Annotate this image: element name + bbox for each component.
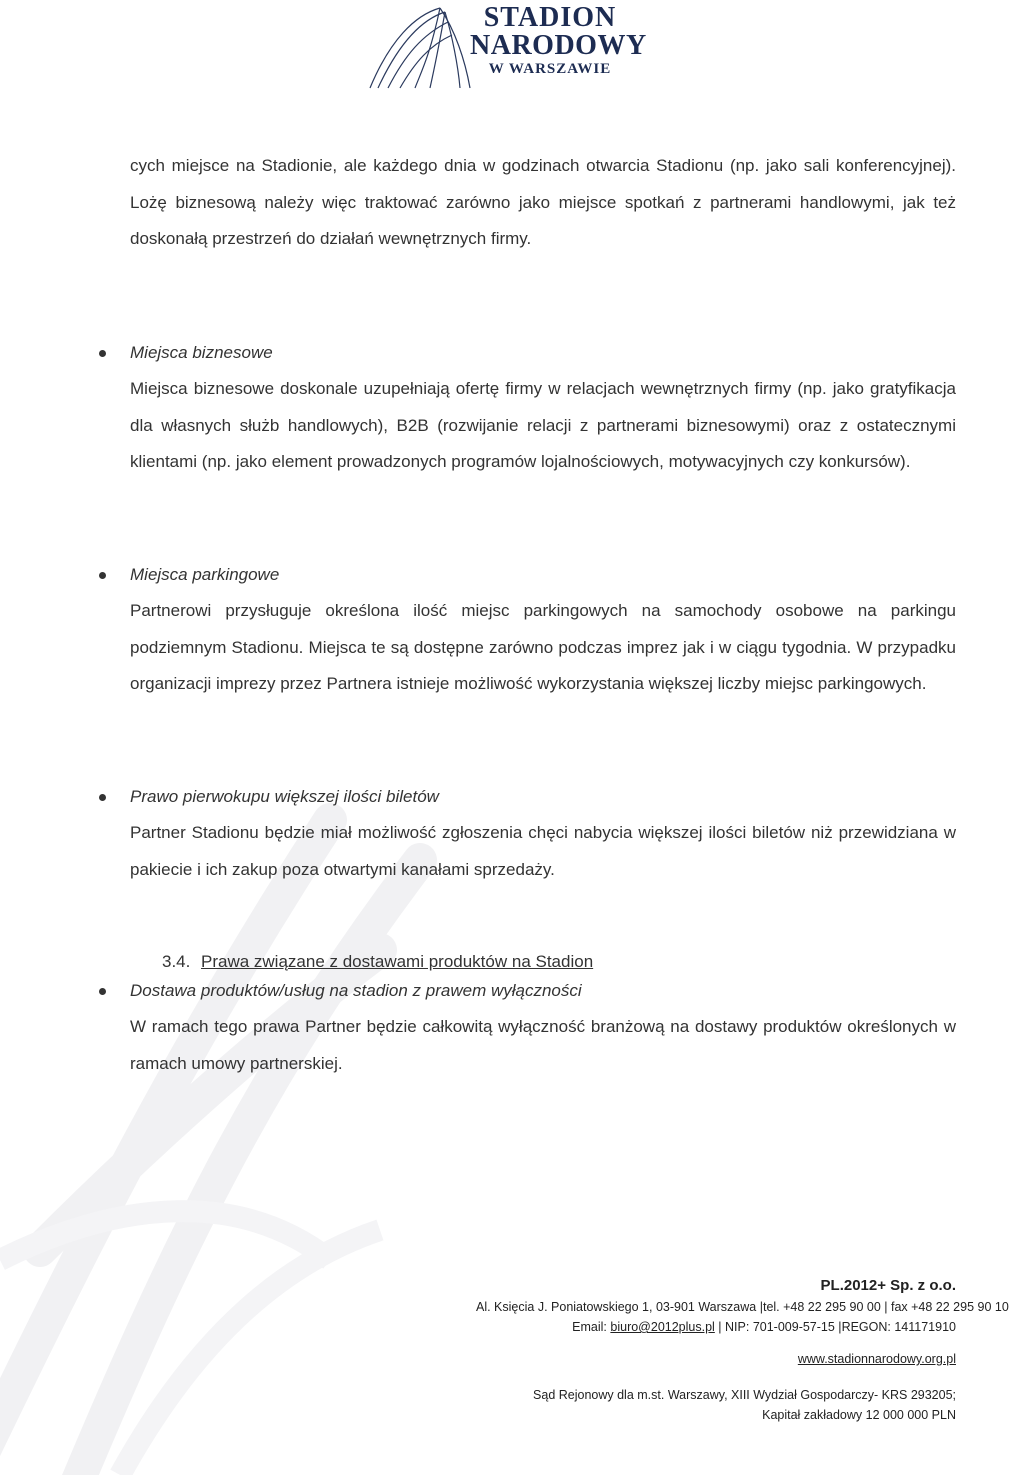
bullet-icon <box>99 794 106 801</box>
footer-contact-line: Email: biuro@2012plus.pl | NIP: 701-009-57-15 |REGON: 141171910 <box>572 1320 956 1334</box>
footer-email-label: Email: <box>572 1320 607 1334</box>
bullet-icon <box>99 350 106 357</box>
subsection-number: 3.4. <box>162 952 191 971</box>
footer-capital: Kapitał zakładowy 12 000 000 PLN <box>762 1408 956 1422</box>
footer-regon: REGON: 141171910 <box>841 1320 956 1334</box>
section-heading-business: Miejsca biznesowe <box>130 343 273 362</box>
footer-email-link[interactable]: biuro@2012plus.pl <box>610 1320 715 1334</box>
logo-line-1: STADION <box>483 2 617 33</box>
section-body-exclusive: W ramach tego prawa Partner będzie całkowitą wyłączność branżową na dostawy produktów określonych w ramach umowy partnerskiej. <box>130 1017 956 1073</box>
footer-tel: tel. +48 22 295 90 00 <box>762 1300 881 1314</box>
stadion-logo-graphic <box>360 0 647 90</box>
footer-fax: fax +48 22 295 90 10 <box>890 1300 1009 1314</box>
section-heading-exclusive: Dostawa produktów/usług na stadion z prawem wyłączności <box>130 981 582 1000</box>
bullet-icon <box>99 988 106 995</box>
subsection-title: Prawa związane z dostawami produktów na Stadion <box>201 952 594 971</box>
section-heading-parking: Miejsca parkingowe <box>130 565 280 584</box>
section-body-business: Miejsca biznesowe doskonale uzupełniają ofertę firmy w relacjach wewnętrznych firmy (np. jako gratyfikacja dla własnych służb handlowych), B2B (rozwijanie relacji z partnerami biznesowymi) oraz z ostatecznymi klientami (np. jako element prowadzonych programów lojalnościowych, motywacyjnych czy konkursów). <box>130 379 956 471</box>
footer-website-line <box>476 1349 956 1369</box>
bullet-icon <box>99 572 106 579</box>
logo-line-3: W WARSZAWIE <box>488 61 612 77</box>
footer-address-line: Al. Księcia J. Poniatowskiego 1, 03-901 Warszawa |tel. +48 22 295 90 00 | fax +48 22 295 90 10 <box>476 1300 1009 1314</box>
intro-paragraph: cych miejsce na Stadionie, ale każdego dnia w godzinach otwarcia Stadionu (np. jako sali konferencyjnej). Lożę biznesową należy więc traktować zarówno jako miejsce spotkań z partnerami handlowymi, jak też doskonałą przestrzeń do działań wewnętrznych firmy. <box>130 156 956 248</box>
section-body-tickets: Partner Stadionu będzie miał możliwość zgłoszenia chęci nabycia większej ilości biletów niż przewidziana w pakiecie i ich zakup poza otwartymi kanałami sprzedaży. <box>130 823 956 879</box>
footer-nip: NIP: 701-009-57-15 <box>725 1320 835 1334</box>
section-body-parking: Partnerowi przysługuje określona ilość miejsc parkingowych na samochody osobowe na parkingu podziemnym Stadionu. Miejsca te są dostępne zarówno podczas imprez jak i w ciągu tygodnia. W przypadku organizacji imprezy przez Partnera istnieje możliwość wykorzystania większej liczby miejsc parkingowych. <box>130 601 956 693</box>
footer-website-link[interactable]: www.stadionnarodowy.org.pl <box>797 1352 956 1366</box>
logo-line-2: NARODOWY <box>470 30 647 61</box>
section-heading-tickets: Prawo pierwokupu większej ilości biletów <box>130 787 439 806</box>
company-footer <box>476 1275 1009 1425</box>
footer-address: Al. Księcia J. Poniatowskiego 1, 03-901 Warszawa <box>476 1300 757 1314</box>
footer-court: Sąd Rejonowy dla m.st. Warszawy, XIII Wydział Gospodarczy- KRS 293205; <box>533 1388 956 1402</box>
footer-company-name: PL.2012+ Sp. z o.o. <box>820 1277 956 1294</box>
